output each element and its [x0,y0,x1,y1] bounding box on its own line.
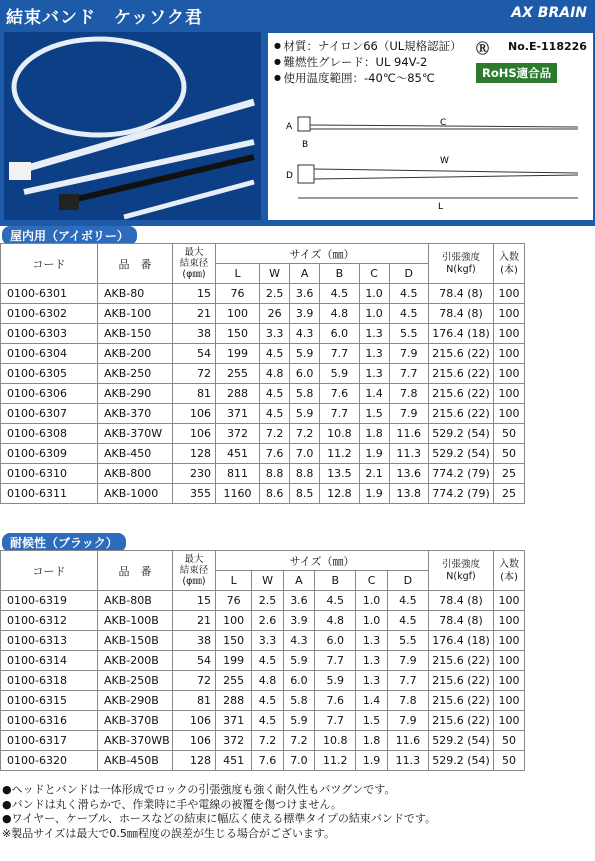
col-b: B [320,264,359,284]
table-cell: 7.2 [290,424,320,444]
table-row [1,404,525,424]
table-cell: 8.8 [260,464,290,484]
table-cell: AKB-370WB [98,731,173,751]
col-size: サイズ（㎜） [216,551,429,571]
table-cell: 2.1 [359,464,389,484]
table-cell: AKB-80B [98,591,173,611]
table-cell: AKB-150 [98,324,173,344]
table-cell: 1.3 [359,364,389,384]
table-cell: 7.6 [260,444,290,464]
table-cell: 50 [494,751,525,771]
table-row [1,304,525,324]
weather-table [0,550,525,771]
note-2: ●バンドは丸く滑らかで、作業時に手や電線の被覆を傷つけません。 [2,797,343,811]
table-cell: 11.2 [320,444,359,464]
table-cell: 150 [216,631,252,651]
table-cell: 11.2 [315,751,356,771]
indoor-table-body [1,284,525,504]
table-cell: 0100-6308 [1,424,98,444]
table-cell: 0100-6314 [1,651,98,671]
table-cell: 15 [173,284,216,304]
note-3: ●ワイヤー、ケーブル、ホースなどの結束に幅広く使える標準タイプの結束バンドです。 [2,812,436,826]
table-cell: 78.4 (8) [429,611,494,631]
table-cell: AKB-200 [98,344,173,364]
dim-b-label: B [302,140,309,150]
table-cell: AKB-100B [98,611,173,631]
table-cell: 21 [173,304,216,324]
table-cell: 5.9 [315,671,356,691]
table-cell: 4.5 [252,651,283,671]
table-row [1,384,525,404]
table-cell: 0100-6302 [1,304,98,324]
table-cell: 100 [494,384,525,404]
table-cell: 4.5 [315,591,356,611]
rohs-badge: RoHS適合品 [476,63,557,83]
table-row [1,484,525,504]
table-cell: 7.7 [389,364,428,384]
table-cell: 0100-6312 [1,611,98,631]
table-cell: 8.5 [290,484,320,504]
table-row [1,631,525,651]
col-part: 品 番 [98,551,173,591]
table-cell: 1.4 [359,384,389,404]
table-cell: 3.9 [290,304,320,324]
table-cell: 38 [173,324,216,344]
table-cell: 106 [173,404,216,424]
table-cell: 0100-6307 [1,404,98,424]
table-row [1,344,525,364]
table-cell: 128 [173,751,216,771]
table-row [1,284,525,304]
table-row [1,324,525,344]
table-cell: 11.3 [389,444,428,464]
table-cell: 21 [173,611,216,631]
table-cell: 0100-6303 [1,324,98,344]
brand-logo: AX BRAIN [511,5,587,21]
table-cell: 2.5 [260,284,290,304]
table-cell: 7.2 [283,731,314,751]
table-cell: 451 [216,751,252,771]
table-cell: 25 [494,464,525,484]
table-cell: 4.5 [252,691,283,711]
table-cell: 13.8 [389,484,428,504]
table-cell: 7.8 [387,691,428,711]
col-qty: 入数 (本) [494,244,525,284]
table-cell: 1.0 [359,284,389,304]
col-code: コード [1,244,98,284]
cert-number: No.E-118226 [508,40,587,53]
table-cell: 529.2 (54) [429,424,494,444]
table-cell: 4.5 [389,284,428,304]
table-cell: 11.3 [387,751,428,771]
table-cell: 1.5 [356,711,387,731]
table-cell: AKB-250 [98,364,173,384]
spec-flammability: ● 難燃性グレード：UL 94V-2 [274,54,462,70]
table-cell: 7.9 [389,404,428,424]
table-cell: 76 [216,591,252,611]
table-cell: 5.8 [290,384,320,404]
table-cell: 4.5 [260,344,290,364]
dim-a-label: A [286,122,293,132]
table-cell: 7.0 [283,751,314,771]
table-cell: AKB-1000 [98,484,173,504]
table-cell: 13.6 [389,464,428,484]
note-1: ●ヘッドとバンドは一体形成でロックの引張強度も強く耐久性もバツグンです。 [2,783,396,796]
dimension-diagram [278,95,588,215]
table-cell: 5.9 [320,364,359,384]
table-cell: 0100-6317 [1,731,98,751]
dim-d-label: D [286,171,293,181]
table-cell: 1.0 [359,304,389,324]
table-cell: 7.0 [290,444,320,464]
table-cell: 3.3 [260,324,290,344]
table-cell: 215.6 (22) [429,671,494,691]
table-cell: AKB-250B [98,671,173,691]
col-d: D [387,571,428,591]
table-cell: AKB-370 [98,404,173,424]
table-cell: 1.3 [359,344,389,364]
table-cell: 1.8 [359,424,389,444]
table-cell: 106 [173,731,216,751]
table-cell: 1.4 [356,691,387,711]
table-cell: 25 [494,484,525,504]
table-cell: 355 [173,484,216,504]
table-cell: 4.8 [252,671,283,691]
table-cell: 3.6 [283,591,314,611]
table-cell: 6.0 [315,631,356,651]
table-cell: 5.9 [290,404,320,424]
table-cell: 215.6 (22) [429,691,494,711]
table-cell: AKB-450 [98,444,173,464]
table-cell: 1.0 [356,611,387,631]
table-cell: 215.6 (22) [429,711,494,731]
table-cell: 128 [173,444,216,464]
table-cell: 150 [216,324,260,344]
col-w: W [260,264,290,284]
table-row [1,751,525,771]
table-cell: 72 [173,364,216,384]
ul-logo-icon: Ⓡ [476,42,490,57]
col-l: L [216,571,252,591]
table-cell: 7.7 [320,404,359,424]
table-cell: 4.5 [387,591,428,611]
table-cell: 4.5 [260,384,290,404]
table-cell: AKB-200B [98,651,173,671]
table-cell: 7.7 [315,711,356,731]
table-cell: 0100-6316 [1,711,98,731]
table-row [1,591,525,611]
table-cell: 4.8 [260,364,290,384]
dim-c-label: C [440,118,447,128]
table-cell: 7.9 [387,651,428,671]
cable-ties-illustration [4,32,261,220]
table-cell: 372 [216,424,260,444]
table-cell: AKB-450B [98,751,173,771]
table-cell: 4.8 [315,611,356,631]
table-cell: 7.6 [252,751,283,771]
table-cell: 100 [494,711,525,731]
table-cell: 176.4 (18) [429,324,494,344]
col-l: L [216,264,260,284]
col-maxdia: 最大 結束径 (φ㎜) [173,244,216,284]
table-cell: 100 [494,284,525,304]
table-cell: 0100-6310 [1,464,98,484]
table-cell: AKB-800 [98,464,173,484]
table-cell: 54 [173,651,216,671]
col-qty: 入数 (本) [494,551,525,591]
table-cell: 1.9 [359,484,389,504]
table-cell: AKB-100 [98,304,173,324]
table-cell: 451 [216,444,260,464]
table-cell: 100 [494,324,525,344]
table-cell: 100 [494,631,525,651]
spec-list [274,38,462,86]
table-cell: 0100-6311 [1,484,98,504]
table-cell: 371 [216,711,252,731]
table-row [1,444,525,464]
table-cell: 100 [494,691,525,711]
table-cell: 81 [173,691,216,711]
table-cell: 811 [216,464,260,484]
table-cell: 215.6 (22) [429,651,494,671]
table-cell: 11.6 [389,424,428,444]
table-cell: 50 [494,731,525,751]
table-cell: 100 [494,364,525,384]
table-cell: 100 [494,611,525,631]
table-cell: 288 [216,691,252,711]
table-cell: AKB-290 [98,384,173,404]
spec-temperature: ● 使用温度範囲：-40℃〜85℃ [274,70,462,86]
table-cell: 4.5 [252,711,283,731]
table-cell: 288 [216,384,260,404]
header [0,0,595,226]
page-title: 結束バンド ケッソク君 [6,8,203,28]
table-cell: 12.8 [320,484,359,504]
table-cell: 215.6 (22) [429,404,494,424]
table-cell: 100 [216,304,260,324]
table-row [1,651,525,671]
table-cell: 10.8 [315,731,356,751]
table-cell: 100 [494,591,525,611]
col-c: C [359,264,389,284]
table-row [1,691,525,711]
col-b: B [315,571,356,591]
weather-table-body [1,591,525,771]
table-cell: AKB-290B [98,691,173,711]
table-cell: 215.6 (22) [429,344,494,364]
spec-material: ● 材質：ナイロン66（UL規格認証） [274,38,462,54]
table-cell: 529.2 (54) [429,731,494,751]
table-cell: 72 [173,671,216,691]
table-row [1,671,525,691]
table-cell: 1.8 [356,731,387,751]
table-cell: 8.6 [260,484,290,504]
table-cell: 4.3 [290,324,320,344]
table-cell: 199 [216,651,252,671]
table-cell: 26 [260,304,290,324]
note-4: ※製品サイズは最大で0.5㎜程度の誤差が生じる場合がございます。 [2,827,335,841]
table-cell: 774.2 (79) [429,484,494,504]
table-cell: 4.5 [320,284,359,304]
table-cell: 5.9 [283,651,314,671]
col-strength: 引張強度 N(kgf) [429,244,494,284]
table-cell: 106 [173,711,216,731]
col-part: 品 番 [98,244,173,284]
col-size: サイズ（㎜） [216,244,429,264]
col-a: A [290,264,320,284]
table-cell: 50 [494,424,525,444]
table-cell: 7.6 [320,384,359,404]
table-cell: 1160 [216,484,260,504]
table-cell: 230 [173,464,216,484]
table-cell: 4.8 [320,304,359,324]
table-cell: 3.9 [283,611,314,631]
table-cell: 78.4 (8) [429,304,494,324]
table-cell: AKB-150B [98,631,173,651]
table-cell: 78.4 (8) [429,284,494,304]
table-cell: 4.3 [283,631,314,651]
table-cell: AKB-80 [98,284,173,304]
table-cell: 7.8 [389,384,428,404]
table-cell: 1.3 [356,651,387,671]
table-cell: 6.0 [320,324,359,344]
table-cell: 100 [494,404,525,424]
table-cell: 371 [216,404,260,424]
table-cell: 1.9 [356,751,387,771]
table-cell: 100 [494,344,525,364]
table-cell: 11.6 [387,731,428,751]
table-cell: 0100-6301 [1,284,98,304]
table-cell: 1.3 [356,671,387,691]
table-cell: 8.8 [290,464,320,484]
table-cell: 529.2 (54) [429,444,494,464]
table-cell: 78.4 (8) [429,591,494,611]
table-cell: 529.2 (54) [429,751,494,771]
col-d: D [389,264,428,284]
table-cell: 3.3 [252,631,283,651]
table-cell: 372 [216,731,252,751]
table-row [1,464,525,484]
indoor-table [0,243,525,504]
table-cell: 5.5 [389,324,428,344]
table-cell: 10.8 [320,424,359,444]
table-cell: 1.5 [359,404,389,424]
table-cell: 0100-6309 [1,444,98,464]
table-cell: 1.9 [359,444,389,464]
table-cell: 5.5 [387,631,428,651]
col-c: C [356,571,387,591]
table-cell: 0100-6304 [1,344,98,364]
col-w: W [252,571,283,591]
table-cell: 7.2 [252,731,283,751]
table-cell: 6.0 [290,364,320,384]
table-cell: 100 [494,304,525,324]
product-photo [4,32,261,220]
table-cell: 50 [494,444,525,464]
weather-section-label: 耐候性（ブラック） [2,533,126,552]
table-cell: 7.6 [315,691,356,711]
table-cell: 76 [216,284,260,304]
table-cell: 0100-6315 [1,691,98,711]
table-cell: 774.2 (79) [429,464,494,484]
table-cell: 7.7 [387,671,428,691]
table-cell: 13.5 [320,464,359,484]
table-cell: AKB-370B [98,711,173,731]
table-cell: 100 [494,671,525,691]
table-cell: 7.7 [320,344,359,364]
table-cell: 0100-6306 [1,384,98,404]
table-cell: 4.5 [387,611,428,631]
col-maxdia: 最大 結束径 (φ㎜) [173,551,216,591]
table-cell: 6.0 [283,671,314,691]
table-cell: 100 [216,611,252,631]
table-cell: 81 [173,384,216,404]
spec-panel [268,33,593,220]
dim-w-label: W [440,156,449,166]
dim-l-label: L [438,202,444,212]
table-cell: 215.6 (22) [429,384,494,404]
table-row [1,364,525,384]
table-cell: 0100-6319 [1,591,98,611]
table-row [1,424,525,444]
table-cell: 54 [173,344,216,364]
table-cell: 255 [216,671,252,691]
table-cell: 106 [173,424,216,444]
table-cell: 7.2 [260,424,290,444]
table-cell: 15 [173,591,216,611]
table-cell: 5.9 [283,711,314,731]
table-cell: 38 [173,631,216,651]
table-cell: 5.9 [290,344,320,364]
table-cell: 176.4 (18) [429,631,494,651]
table-cell: 100 [494,651,525,671]
table-row [1,711,525,731]
table-cell: 1.3 [359,324,389,344]
table-cell: 7.7 [315,651,356,671]
table-cell: 1.3 [356,631,387,651]
indoor-section-label: 屋内用（アイボリー） [2,226,137,245]
table-cell: 1.0 [356,591,387,611]
table-cell: 215.6 (22) [429,364,494,384]
table-cell: 5.8 [283,691,314,711]
table-cell: 0100-6320 [1,751,98,771]
col-code: コード [1,551,98,591]
col-a: A [283,571,314,591]
table-row [1,731,525,751]
table-cell: 7.9 [389,344,428,364]
table-cell: 2.6 [252,611,283,631]
col-strength: 引張強度 N(kgf) [429,551,494,591]
table-row [1,611,525,631]
table-cell: 7.9 [387,711,428,731]
notes [2,783,436,842]
table-cell: 4.5 [260,404,290,424]
table-cell: 2.5 [252,591,283,611]
table-cell: 3.6 [290,284,320,304]
table-cell: 0100-6305 [1,364,98,384]
table-cell: 0100-6313 [1,631,98,651]
table-cell: AKB-370W [98,424,173,444]
table-cell: 4.5 [389,304,428,324]
table-cell: 0100-6318 [1,671,98,691]
table-cell: 199 [216,344,260,364]
table-cell: 255 [216,364,260,384]
